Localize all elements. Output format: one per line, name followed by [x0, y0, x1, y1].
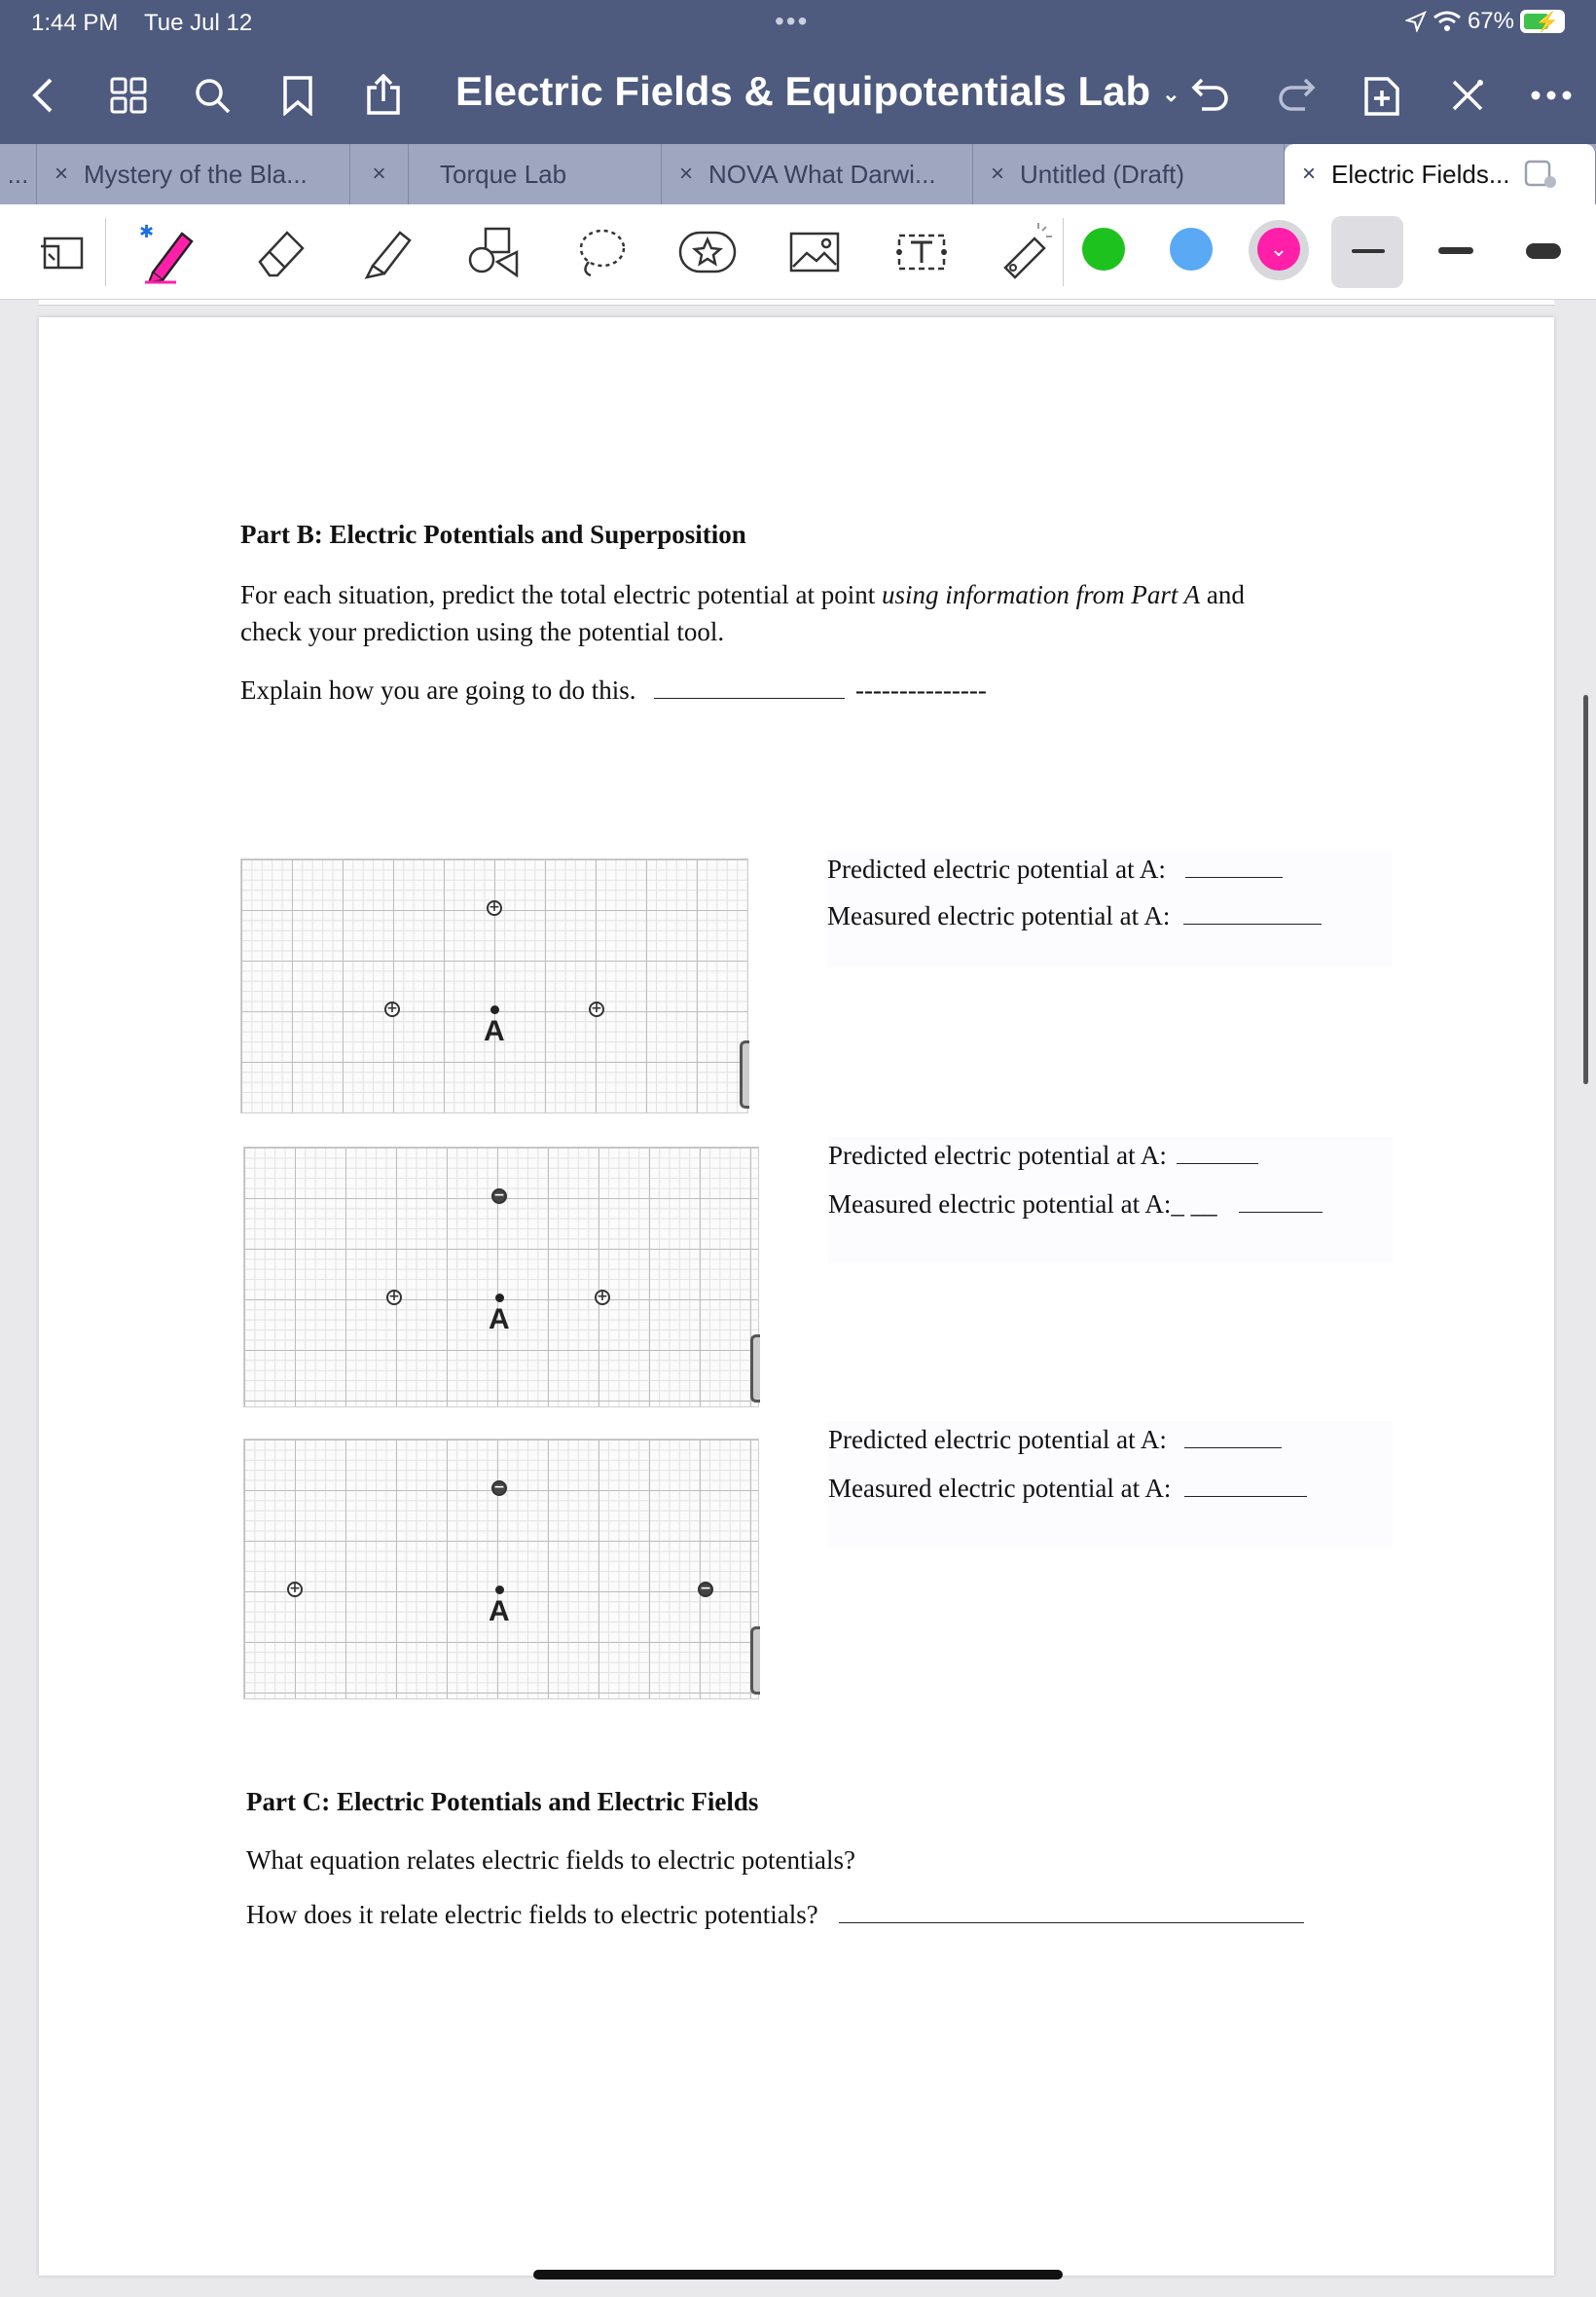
tab-mystery[interactable]: × Mystery of the Bla... — [37, 144, 350, 204]
tab-blank[interactable] — [350, 144, 409, 204]
tab-torque-lab[interactable]: Torque Lab — [409, 144, 662, 204]
tab-overflow[interactable]: ... — [0, 144, 37, 204]
predicted-label-2: Predicted electric potential at A: — [828, 1141, 1167, 1170]
tab-close-icon[interactable]: × — [991, 161, 1005, 187]
positive-charge: + — [386, 1290, 402, 1305]
part-c-question-1: What equation relates electric fields to electric potentials? — [246, 1845, 855, 1875]
text-box-icon[interactable] — [889, 220, 954, 284]
location-icon — [1405, 11, 1427, 32]
tab-untitled-draft[interactable]: × Untitled (Draft) — [973, 144, 1285, 204]
tab-close-icon[interactable]: × — [1302, 161, 1317, 187]
tab-nova[interactable]: × NOVA What Darwi... — [662, 144, 973, 204]
measured-blank-3[interactable] — [1184, 1474, 1307, 1497]
measured-blank-1[interactable] — [1183, 901, 1322, 925]
battery-icon: ⚡ — [1520, 10, 1565, 33]
image-icon[interactable] — [782, 220, 847, 284]
shapes-icon[interactable] — [461, 220, 526, 284]
scenario-1-answers — [827, 851, 1392, 967]
document-page[interactable] — [39, 317, 1554, 2276]
charge-diagram-3 — [243, 1439, 759, 1699]
highlighter-icon[interactable] — [354, 220, 418, 284]
positive-charge: + — [589, 1002, 604, 1017]
predicted-blank-2[interactable] — [1177, 1141, 1258, 1164]
annotation-toolbar — [0, 204, 1596, 300]
explain-answer-blank[interactable] — [654, 675, 845, 699]
lasso-icon[interactable] — [568, 220, 633, 284]
redo-icon[interactable] — [1273, 72, 1320, 119]
bookmark-icon[interactable] — [274, 72, 321, 119]
scenario-2-answers — [828, 1137, 1393, 1263]
charge-diagram-1 — [240, 858, 748, 1113]
scenario-3-answers — [828, 1421, 1393, 1548]
color-blue-swatch[interactable] — [1170, 228, 1213, 271]
add-page-icon[interactable] — [1359, 72, 1405, 119]
predicted-label-3: Predicted electric potential at A: — [828, 1425, 1167, 1454]
color-pink-swatch[interactable] — [1257, 228, 1300, 271]
read-mode-icon[interactable] — [29, 220, 93, 284]
split-view-icon[interactable] — [1524, 160, 1557, 189]
explain-prompt: Explain how you are going to do this. --------------- — [240, 675, 987, 705]
chevron-down-icon: ⌄ — [1269, 237, 1288, 261]
part-c-question-2: How does it relate electric fields to electric potentials? — [246, 1896, 1304, 1933]
point-a-label: A — [484, 1015, 505, 1047]
positive-charge: + — [384, 1002, 400, 1017]
tab-close-icon[interactable]: × — [372, 161, 386, 187]
thick-stroke-icon[interactable] — [1526, 243, 1561, 259]
measured-label-3: Measured electric potential at A: — [828, 1474, 1172, 1503]
eraser-icon[interactable] — [247, 220, 311, 284]
positive-charge: + — [287, 1582, 303, 1597]
undo-icon[interactable] — [1187, 72, 1234, 119]
negative-charge: − — [491, 1480, 507, 1496]
document-title[interactable]: Electric Fields & Equipotentials Lab ⌄ — [455, 68, 1180, 114]
pencil-cross-icon[interactable] — [1444, 72, 1491, 119]
grid-view-icon[interactable] — [105, 72, 152, 119]
pen-tool[interactable] — [136, 220, 200, 284]
part-c-answer-blank[interactable] — [839, 1900, 1304, 1923]
predicted-blank-1[interactable] — [1185, 855, 1283, 878]
potential-probe — [740, 1040, 749, 1109]
measured-blank-2[interactable] — [1239, 1189, 1323, 1213]
predicted-label-1: Predicted electric potential at A: — [827, 855, 1166, 884]
title-chevron-down-icon[interactable]: ⌄ — [1162, 81, 1180, 106]
medium-stroke-icon[interactable] — [1438, 247, 1473, 254]
search-icon[interactable] — [189, 72, 236, 119]
point-a-marker — [490, 1005, 499, 1014]
positive-charge: + — [595, 1290, 610, 1305]
potential-probe — [750, 1334, 760, 1403]
positive-charge: + — [487, 900, 502, 916]
negative-charge: − — [491, 1188, 507, 1204]
negative-charge: − — [698, 1582, 713, 1597]
part-b-heading: Part B: Electric Potentials and Superposition — [240, 520, 746, 549]
point-a-label: A — [489, 1595, 510, 1627]
part-b-instructions: For each situation, predict the total electric potential at point using information from Part A and check your prediction using the potential tool. — [240, 580, 1245, 646]
svg-text:✱: ✱ — [139, 222, 155, 242]
wifi-icon — [1433, 10, 1462, 33]
thin-stroke-icon — [1352, 249, 1385, 253]
charge-diagram-2 — [243, 1147, 759, 1407]
share-icon[interactable] — [360, 72, 407, 119]
point-a-marker — [495, 1294, 504, 1302]
color-green-swatch[interactable] — [1082, 228, 1125, 271]
sticker-icon[interactable] — [675, 220, 740, 284]
measured-label-2: Measured electric potential at A:_ __ — [828, 1189, 1217, 1219]
more-dots-icon[interactable] — [1528, 72, 1575, 119]
laser-pointer-icon[interactable] — [993, 220, 1057, 284]
measured-label-1: Measured electric potential at A: — [827, 901, 1171, 930]
tab-close-icon[interactable]: × — [679, 161, 694, 187]
battery-percent: 67% — [1467, 8, 1514, 34]
part-c-heading: Part C: Electric Potentials and Electric Fields — [246, 1787, 759, 1816]
status-bar — [0, 0, 1596, 47]
vertical-scrollbar[interactable] — [1583, 695, 1588, 1084]
home-indicator[interactable] — [533, 2270, 1063, 2279]
status-time: 1:44 PM — [31, 10, 119, 36]
multitasking-dots[interactable]: ••• — [775, 6, 810, 36]
status-date: Tue Jul 12 — [144, 10, 253, 36]
tab-bar — [0, 144, 1596, 204]
point-a-label: A — [489, 1303, 510, 1335]
previous-page-edge — [39, 300, 1554, 306]
tab-close-icon[interactable]: × — [54, 161, 69, 187]
nav-bar — [0, 47, 1596, 144]
point-a-marker — [495, 1586, 504, 1594]
tab-electric-fields[interactable]: × Electric Fields... — [1285, 144, 1596, 204]
predicted-blank-3[interactable] — [1184, 1425, 1282, 1448]
back-chevron-icon[interactable] — [19, 72, 66, 119]
potential-probe — [750, 1626, 760, 1695]
